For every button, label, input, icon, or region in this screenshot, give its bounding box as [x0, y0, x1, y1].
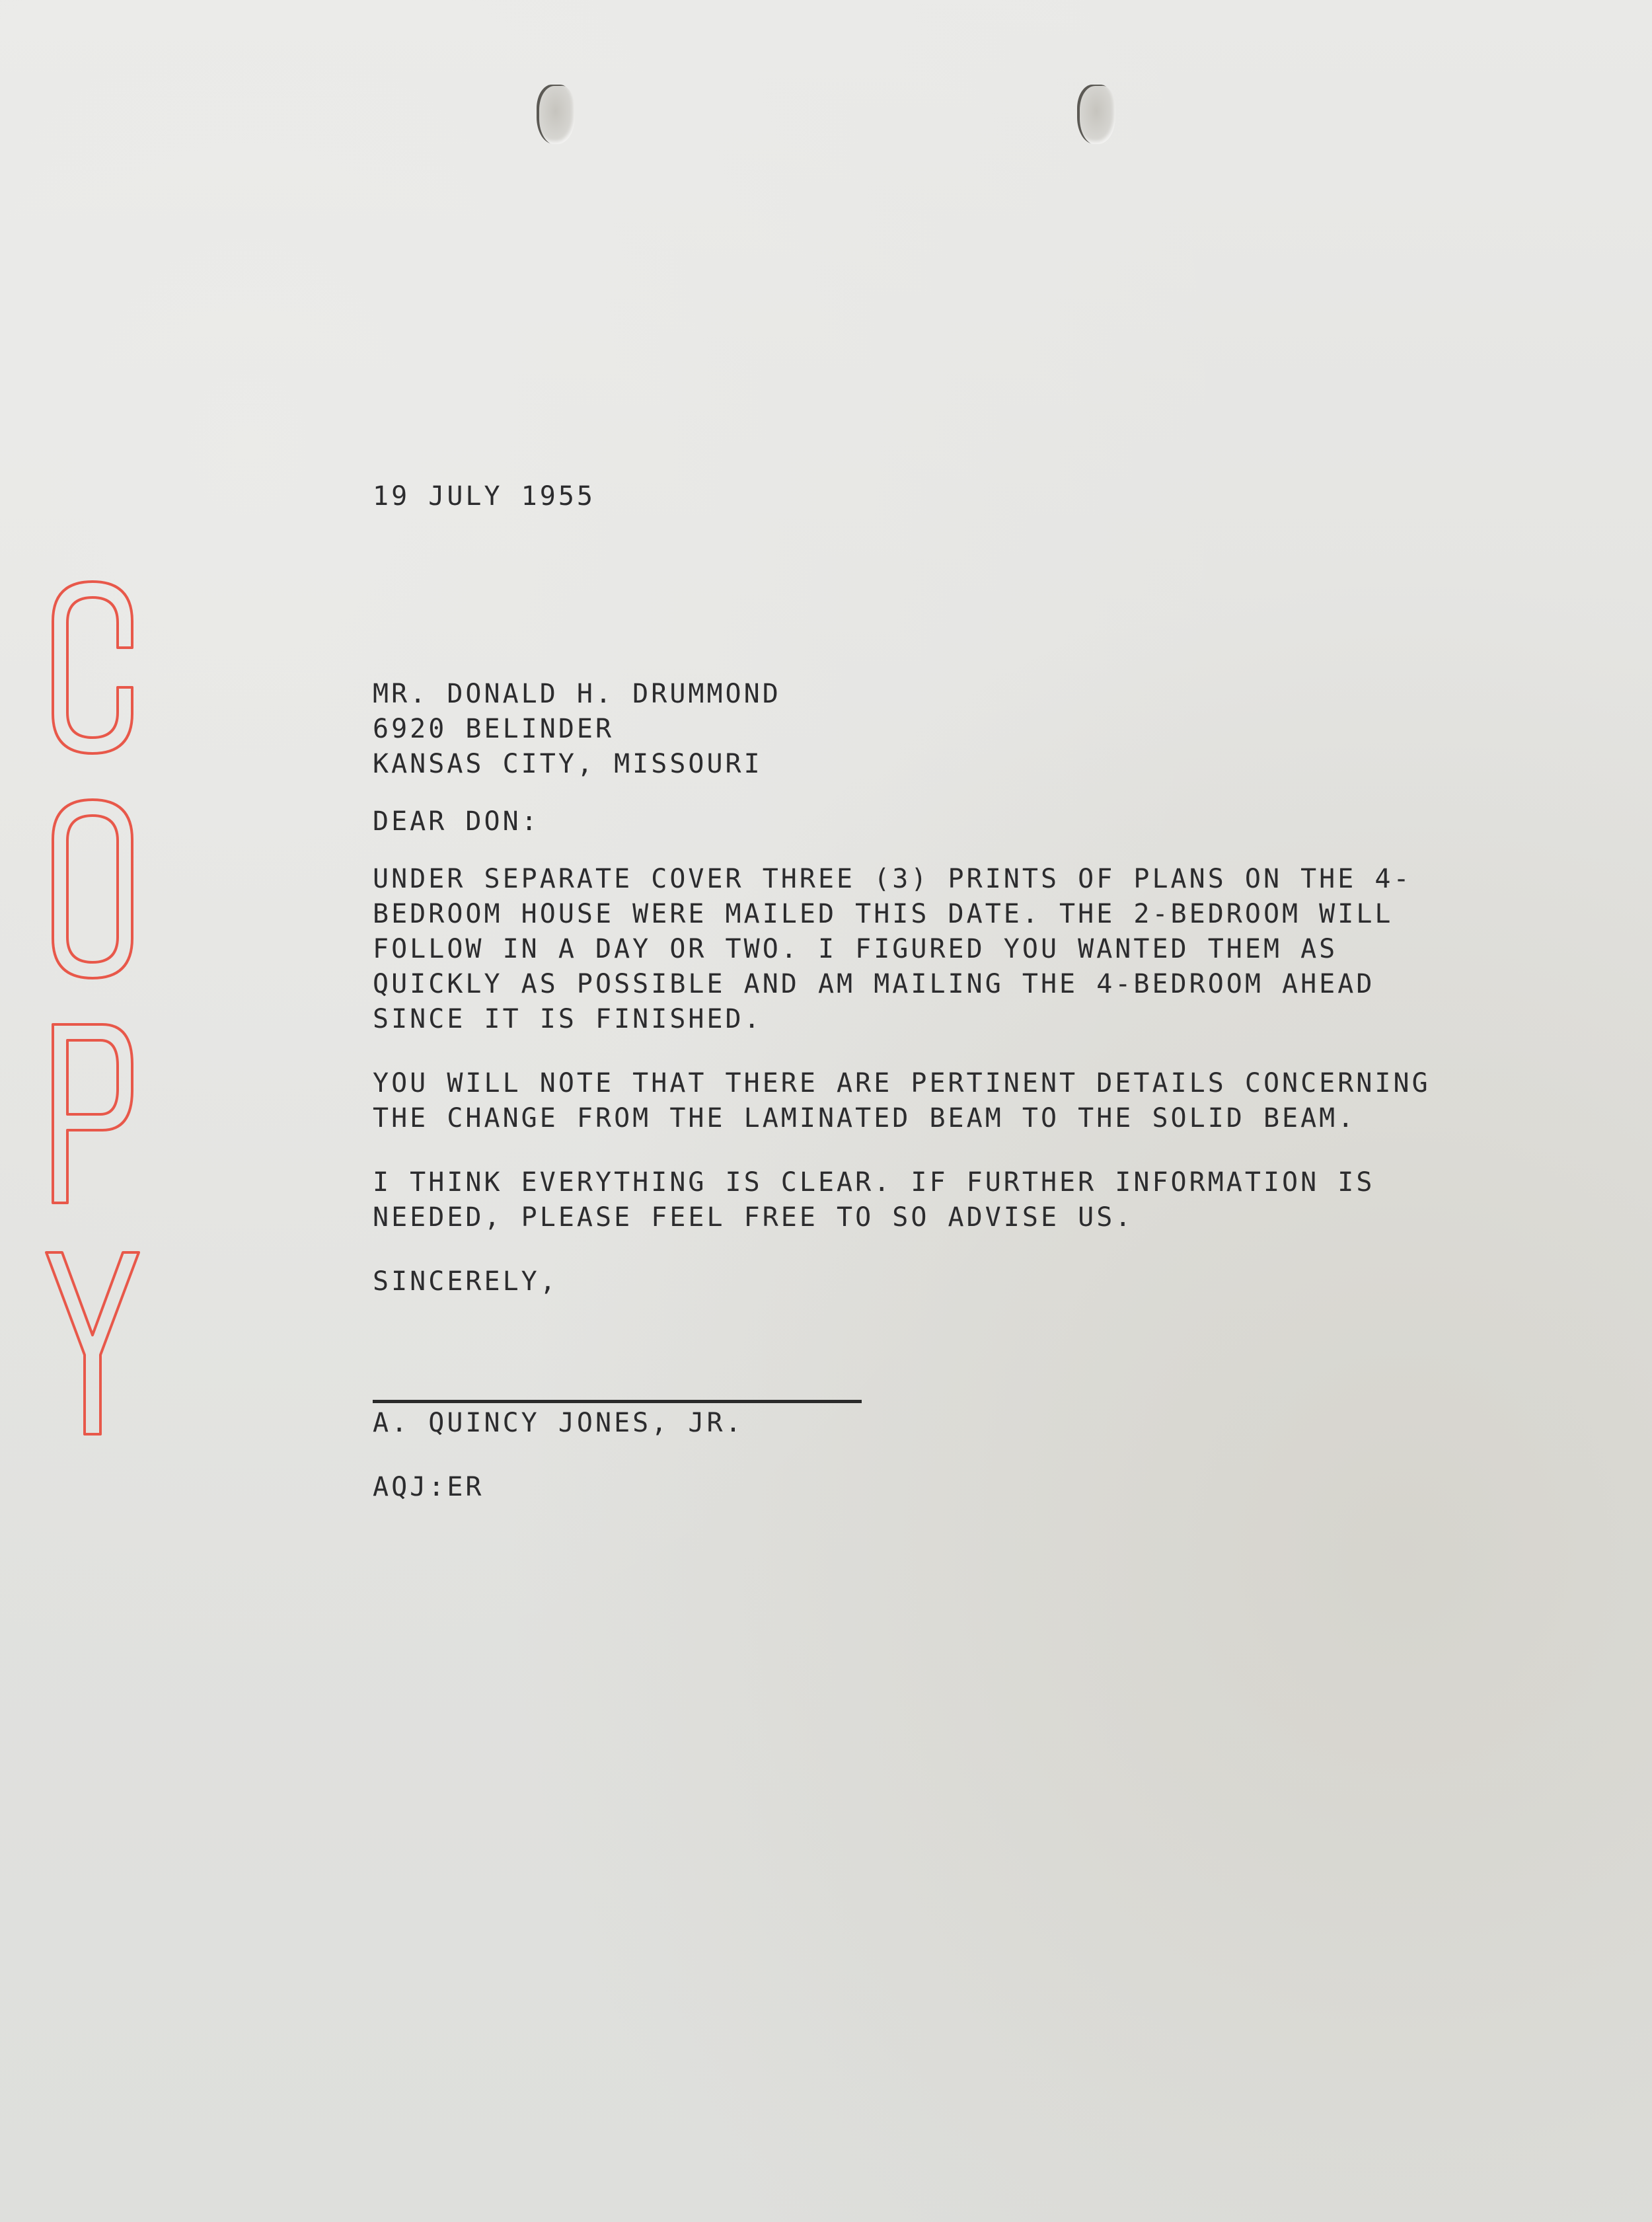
signer-name: A. QUINCY JONES, JR.	[373, 1408, 744, 1438]
paragraph-2: YOU WILL NOTE THAT THERE ARE PERTINENT DETAILS CONCERNING THE CHANGE FROM THE LAMINATED BEAM TO THE SOLID BEAM.	[373, 1068, 1431, 1133]
salutation: DEAR DON:	[373, 806, 540, 837]
letter-body	[373, 479, 1496, 1505]
recipient-name: MR. DONALD H. DRUMMOND	[373, 679, 781, 709]
signature-line	[373, 1400, 862, 1403]
recipient-city: KANSAS CITY, MISSOURI	[373, 749, 763, 779]
reference-initials: AQJ:ER	[373, 1472, 484, 1502]
copy-stamp	[40, 568, 152, 1494]
paragraph-1: UNDER SEPARATE COVER THREE (3) PRINTS OF PLANS ON THE 4-BEDROOM HOUSE WERE MAILED THIS DATE. THE 2-BEDROOM WILL FOLLOW IN A DAY OR TWO. I FIGURED YOU WANTED THEM AS QUICKLY AS POSSIBLE AND AM MAILING THE 4-BEDROOM AHEAD SINCE IT IS FINISHED.	[373, 864, 1412, 1034]
recipient-street: 6920 BELINDER	[373, 714, 615, 744]
stamp-letter-p	[53, 1024, 132, 1203]
punch-hole-right	[1077, 85, 1115, 144]
paragraph-3: I THINK EVERYTHING IS CLEAR. IF FURTHER INFORMATION IS NEEDED, PLEASE FEEL FREE TO SO ADVISE US.	[373, 1167, 1375, 1233]
stamp-letter-y	[46, 1252, 139, 1434]
closing: SINCERELY,	[373, 1266, 558, 1297]
stamp-letter-c	[53, 582, 132, 753]
recipient-address	[373, 677, 1496, 782]
letter-date: 19 JULY 1955	[373, 481, 595, 512]
copy-stamp-graphic	[40, 568, 152, 1494]
punch-hole-left	[537, 85, 575, 144]
stamp-letter-o	[53, 800, 132, 978]
